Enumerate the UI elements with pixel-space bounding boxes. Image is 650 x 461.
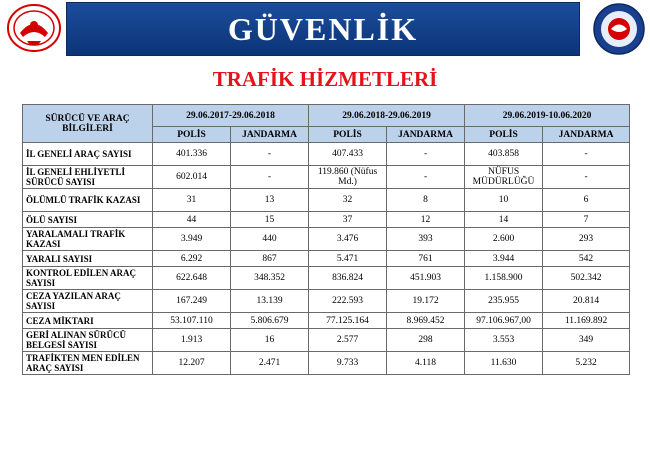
- table-cell: 502.342: [543, 267, 630, 290]
- row-label: İL GENELİ EHLİYETLİ SÜRÜCÜ SAYISI: [23, 166, 153, 189]
- table-cell: 440: [231, 228, 309, 251]
- row-label: ÖLÜMLÜ TRAFİK KAZASI: [23, 189, 153, 212]
- corner-header: SÜRÜCÜ VE ARAÇ BİLGİLERİ: [23, 105, 153, 143]
- table-cell: 3.553: [465, 329, 543, 352]
- table-cell: 235.955: [465, 290, 543, 313]
- table-cell: 348.352: [231, 267, 309, 290]
- table-cell: 20.814: [543, 290, 630, 313]
- table-cell: 119.860 (Nüfus Md.): [309, 166, 387, 189]
- traffic-table: [22, 104, 630, 375]
- row-label: YARALI SAYISI: [23, 251, 153, 267]
- table-cell: 403.858: [465, 143, 543, 166]
- table-cell: 5.232: [543, 352, 630, 375]
- table-cell: 3.476: [309, 228, 387, 251]
- table-row: [23, 228, 630, 251]
- table-cell: 53.107.110: [153, 313, 231, 329]
- table-cell: 13: [231, 189, 309, 212]
- table-cell: 5.471: [309, 251, 387, 267]
- table-cell: 32: [309, 189, 387, 212]
- section-title: TRAFİK HİZMETLERİ: [212, 67, 438, 91]
- table-cell: 407.433: [309, 143, 387, 166]
- table-cell: 12: [387, 212, 465, 228]
- table-cell: 1.158.900: [465, 267, 543, 290]
- table-row: [23, 352, 630, 375]
- period-header: 29.06.2018-29.06.2019: [309, 105, 465, 127]
- table-cell: 10: [465, 189, 543, 212]
- table-cell: 11.169.892: [543, 313, 630, 329]
- table-cell: 542: [543, 251, 630, 267]
- table-cell: 167.249: [153, 290, 231, 313]
- table-cell: 293: [543, 228, 630, 251]
- table-cell: -: [231, 166, 309, 189]
- table-cell: 2.600: [465, 228, 543, 251]
- table-cell: 16: [231, 329, 309, 352]
- sub-header: JANDARMA: [387, 127, 465, 143]
- table-cell: 13.139: [231, 290, 309, 313]
- table-cell: 7: [543, 212, 630, 228]
- row-label: CEZA YAZILAN ARAÇ SAYISI: [23, 290, 153, 313]
- table-cell: -: [543, 166, 630, 189]
- table-cell: 3.949: [153, 228, 231, 251]
- table-row: [23, 189, 630, 212]
- table-cell: 393: [387, 228, 465, 251]
- table-row: [23, 329, 630, 352]
- table-cell: 8: [387, 189, 465, 212]
- table-cell: 451.903: [387, 267, 465, 290]
- table-cell: 8.969.452: [387, 313, 465, 329]
- table-cell: 349: [543, 329, 630, 352]
- table-row: [23, 212, 630, 228]
- table-cell: 77.125.164: [309, 313, 387, 329]
- page-title: GÜVENLİK: [227, 10, 419, 47]
- table-cell: 15: [231, 212, 309, 228]
- table-row: [23, 313, 630, 329]
- row-label: YARALAMALI TRAFİK KAZASI: [23, 228, 153, 251]
- table-row: [23, 166, 630, 189]
- sub-header: JANDARMA: [543, 127, 630, 143]
- row-label: GERİ ALINAN SÜRÜCÜ BELGESİ SAYISI: [23, 329, 153, 352]
- header-banner: [66, 2, 580, 56]
- table-row: [23, 251, 630, 267]
- row-label: ÖLÜ SAYISI: [23, 212, 153, 228]
- table-cell: -: [387, 143, 465, 166]
- table-cell: 12.207: [153, 352, 231, 375]
- sub-header: JANDARMA: [231, 127, 309, 143]
- table-cell: 5.806.679: [231, 313, 309, 329]
- sub-header: POLİS: [465, 127, 543, 143]
- table-cell: 97.106.967,00: [465, 313, 543, 329]
- row-label: KONTROL EDİLEN ARAÇ SAYISI: [23, 267, 153, 290]
- period-header: 29.06.2017-29.06.2018: [153, 105, 309, 127]
- table-row: [23, 143, 630, 166]
- table-cell: 6.292: [153, 251, 231, 267]
- table-cell: NÜFUS MÜDÜRLÜĞÜ: [465, 166, 543, 189]
- table-cell: 2.471: [231, 352, 309, 375]
- table-cell: -: [387, 166, 465, 189]
- row-label: İL GENELİ ARAÇ SAYISI: [23, 143, 153, 166]
- table-cell: 867: [231, 251, 309, 267]
- table-cell: 1.913: [153, 329, 231, 352]
- table-cell: 3.944: [465, 251, 543, 267]
- table-cell: 298: [387, 329, 465, 352]
- table-cell: 31: [153, 189, 231, 212]
- table-row: [23, 267, 630, 290]
- row-label: TRAFİKTEN MEN EDİLEN ARAÇ SAYISI: [23, 352, 153, 375]
- emblem-icon: [5, 3, 63, 53]
- table-cell: 401.336: [153, 143, 231, 166]
- seal-icon: [592, 2, 646, 56]
- table-cell: 836.824: [309, 267, 387, 290]
- table-cell: 761: [387, 251, 465, 267]
- table-cell: 2.577: [309, 329, 387, 352]
- table-cell: 602.014: [153, 166, 231, 189]
- table-cell: 222.593: [309, 290, 387, 313]
- table-cell: -: [543, 143, 630, 166]
- sub-header: POLİS: [153, 127, 231, 143]
- row-label: CEZA MİKTARI: [23, 313, 153, 329]
- table-cell: 14: [465, 212, 543, 228]
- table-cell: 6: [543, 189, 630, 212]
- sub-header: POLİS: [309, 127, 387, 143]
- table-cell: 44: [153, 212, 231, 228]
- period-header: 29.06.2019-10.06.2020: [465, 105, 630, 127]
- table-row: [23, 290, 630, 313]
- table-cell: 622.648: [153, 267, 231, 290]
- table-cell: 37: [309, 212, 387, 228]
- table-cell: -: [231, 143, 309, 166]
- table-cell: 9.733: [309, 352, 387, 375]
- table-cell: 19.172: [387, 290, 465, 313]
- table-cell: 11.630: [465, 352, 543, 375]
- table-cell: 4.118: [387, 352, 465, 375]
